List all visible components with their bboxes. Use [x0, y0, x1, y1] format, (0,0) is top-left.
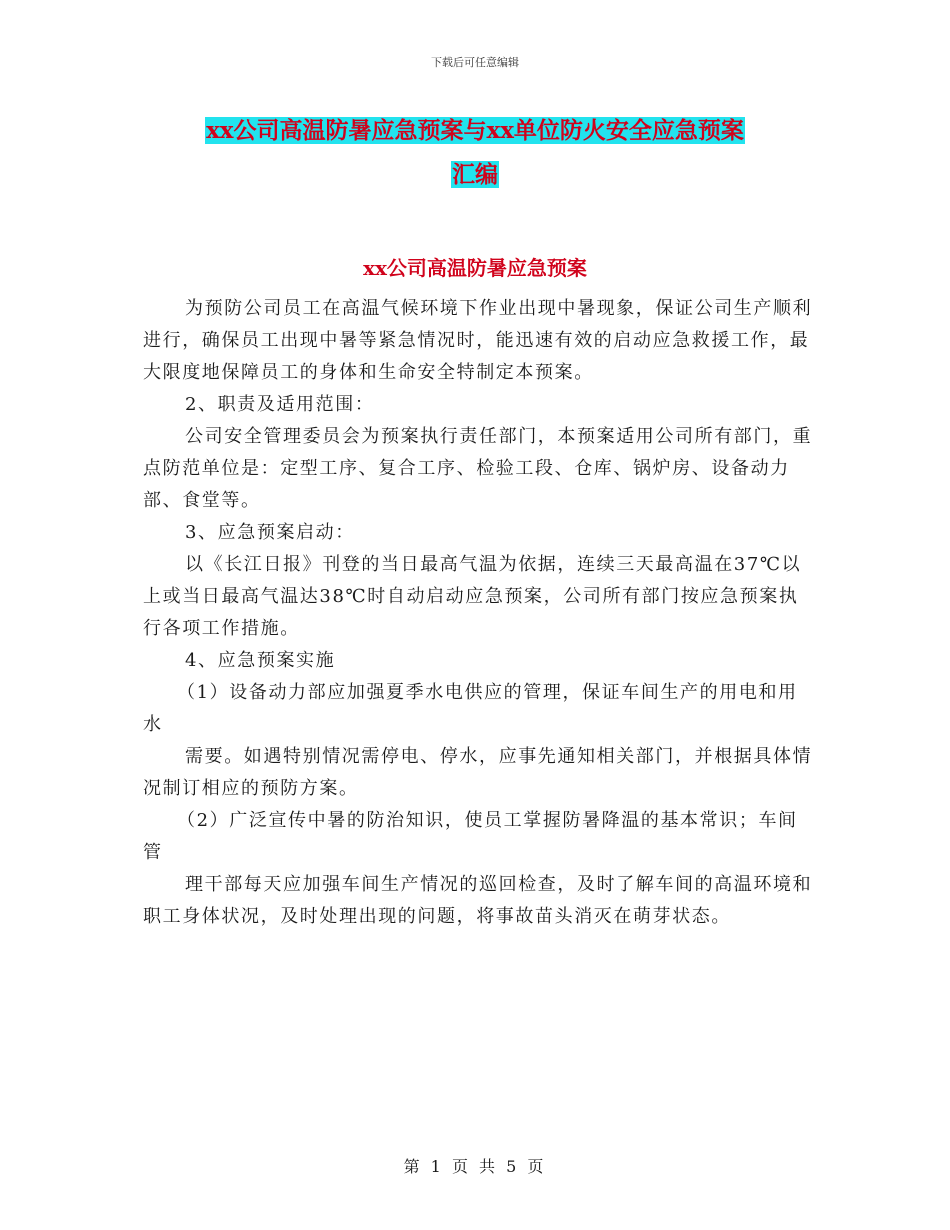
document-title-line-1	[0, 116, 950, 146]
title-highlight: 汇编	[452, 161, 498, 188]
paragraph: 公司安全管理委员会为预案执行责任部门，本预案适用公司所有部门，重点防范单位是：定型工序、复合工序、检验工段、仓库、锅炉房、设备动力部、食堂等。	[143, 426, 813, 511]
paragraph: 理干部每天应加强车间生产情况的巡回检查，及时了解车间的高温环境和职工身体状况，及时处理出现的问题，将事故苗头消灭在萌芽状态。	[143, 874, 813, 927]
section-heading: 2、职责及适用范围：	[185, 394, 375, 415]
title-highlight: xx公司高温防暑应急预案与xx单位防火安全应急预案	[206, 117, 744, 144]
document-title-line-2	[0, 160, 950, 190]
paragraph: 为预防公司员工在高温气候环境下作业出现中暑现象，保证公司生产顺利进行，确保员工出现中暑等紧急情况时，能迅速有效的启动应急救援工作，最大限度地保障员工的身体和生命安全特制定本预案。	[143, 298, 813, 383]
paragraph: 以《长江日报》刊登的当日最高气温为依据，连续三天最高温在37℃以上或当日最高气温达38℃时自动启动应急预案，公司所有部门按应急预案执行各项工作措施。	[143, 554, 802, 639]
section-heading: 3、应急预案启动：	[185, 522, 355, 543]
paragraph: （2）广泛宣传中暑的防治知识，使员工掌握防暑降温的基本常识；车间管	[143, 810, 798, 863]
paragraph: 需要。如遇特别情况需停电、停水，应事先通知相关部门，并根据具体情况制订相应的预防方案。	[143, 746, 813, 799]
page-footer: 第 1 页 共 5 页	[403, 1157, 547, 1176]
section-heading: 4、应急预案实施	[185, 650, 336, 671]
paragraph: （1）设备动力部应加强夏季水电供应的管理，保证车间生产的用电和用水	[143, 682, 798, 735]
document-body	[143, 293, 813, 933]
header-note: 下载后可任意编辑	[431, 56, 519, 69]
section-title: xx公司高温防暑应急预案	[363, 256, 587, 280]
